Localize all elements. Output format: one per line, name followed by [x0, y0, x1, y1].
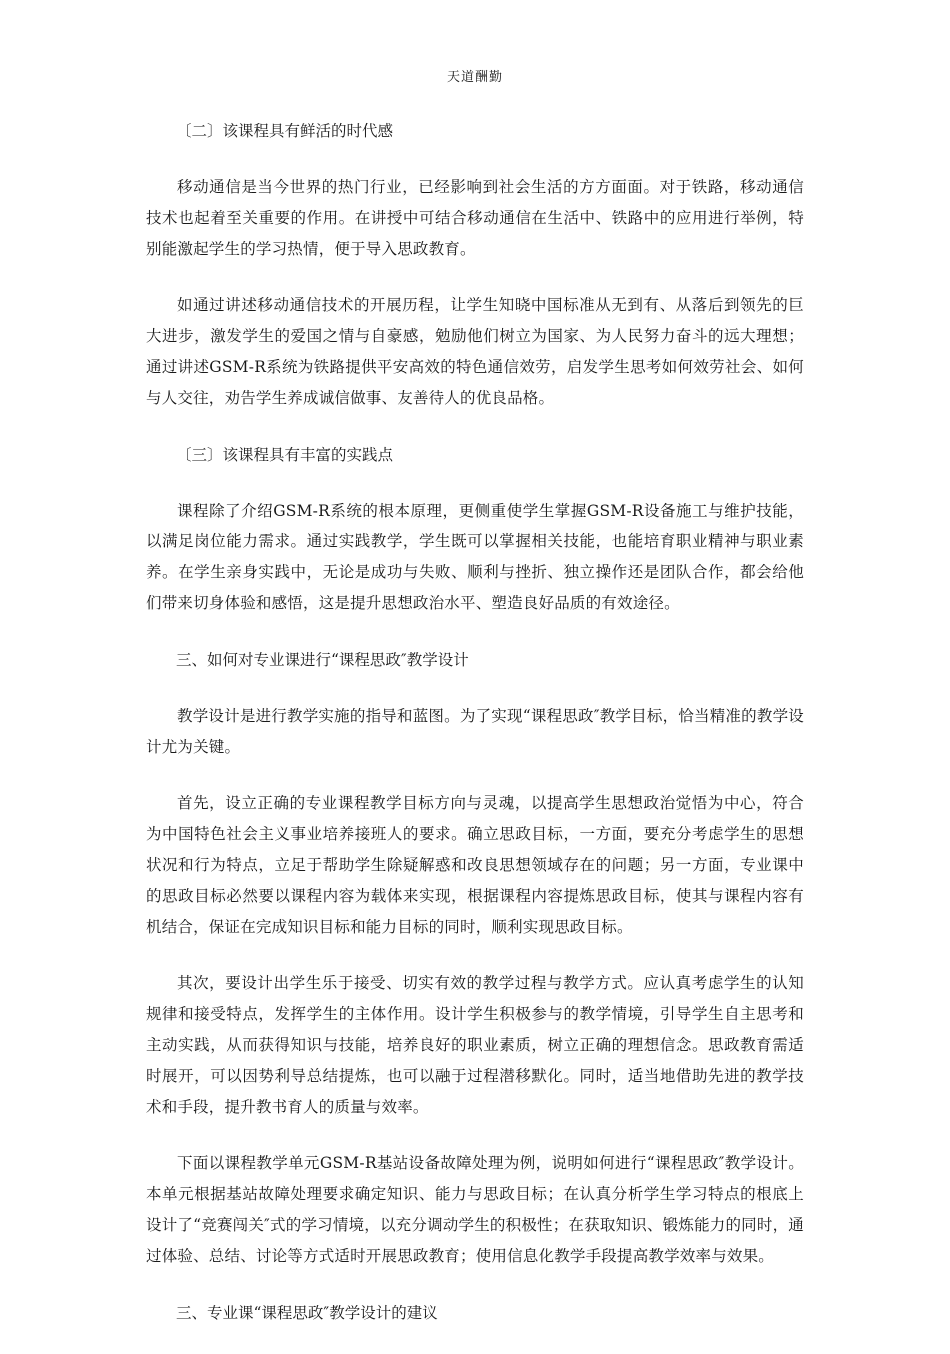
- body-paragraph: 课程除了介绍GSM-R系统的根本原理，更侧重使学生掌握GSM-R设备施工与维护技能，以满足岗位能力需求。通过实践教学，学生既可以掌握相关技能，也能培育职业精神与职业素养。在学生亲身实践中，无论是成功与失败、顺利与挫折、独立操作还是团队合作，都会给他们带来切身体验和感悟，这是提升思想政治水平、塑造良好品质的有效途径。: [146, 501, 804, 612]
- body-paragraph: 首先，设立正确的专业课程教学目标方向与灵魂，以提高学生思想政治觉悟为中心，符合为中国特色社会主义事业培养接班人的要求。确立思政目标，一方面，要充分考虑学生的思想状况和行为特点，立足于帮助学生除疑解惑和改良思想领域存在的问题；另一方面，专业课中的思政目标必然要以课程内容为载体来实现，根据课程内容提炼思政目标，使其与课程内容有机结合，保证在完成知识目标和能力目标的同时，顺利实现思政目标。: [146, 794, 804, 936]
- body-paragraph: 教学设计是进行教学实施的指导和蓝图。为了实现“课程思政″教学目标，恰当精准的教学设计尤为关键。: [146, 706, 804, 756]
- body-paragraph: 移动通信是当今世界的热门行业，已经影响到社会生活的方方面面。对于铁路，移动通信技术也起着至关重要的作用。在讲授中可结合移动通信在生活中、铁路中的应用进行举例，特别能激起学生的学习热情，便于导入思政教育。: [146, 178, 804, 258]
- section-heading-suggestions: 三、专业课“课程思政″教学设计的建议: [176, 1303, 438, 1322]
- section-heading-design: 三、如何对专业课进行“课程思政″教学设计: [176, 650, 469, 669]
- running-header: 天道酬勤: [446, 70, 503, 85]
- body-paragraph: 下面以课程教学单元GSM-R基站设备故障处理为例，说明如何进行“课程思政″教学设计。本单元根据基站故障处理要求确定知识、能力与思政目标；在认真分析学生学习特点的根底上设计了“竞赛闯关″式的学习情境，以充分调动学生的积极性；在获取知识、锻炼能力的同时，通过体验、总结、讨论等方式适时开展思政教育；使用信息化教学手段提高教学效率与效果。: [146, 1154, 804, 1265]
- document-body: [146, 116, 804, 1354]
- body-paragraph: 其次，要设计出学生乐于接受、切实有效的教学过程与教学方式。应认真考虑学生的认知规律和接受特点，发挥学生的主体作用。设计学生积极参与的教学情境，引导学生自主思考和主动实践，从而获得知识与技能，培养良好的职业素质，树立正确的理想信念。思政教育需适时展开，可以因势利导总结提炼，也可以融于过程潜移默化。同时，适当地借助先进的教学技术和手段，提升教书育人的质量与效率。: [146, 974, 804, 1116]
- section-heading-2: 〔二〕该课程具有鲜活的时代感: [176, 122, 394, 140]
- body-paragraph: 如通过讲述移动通信技术的开展历程，让学生知晓中国标准从无到有、从落后到领先的巨大进步，激发学生的爱国之情与自豪感，勉励他们树立为国家、为人民努力奋斗的远大理想；通过讲述GSM-R系统为铁路提供平安高效的特色通信效劳，启发学生思考如何效劳社会、如何与人交往，劝告学生养成诚信做事、友善待人的优良品格。: [146, 296, 804, 407]
- section-heading-3: 〔三〕该课程具有丰富的实践点: [176, 445, 394, 464]
